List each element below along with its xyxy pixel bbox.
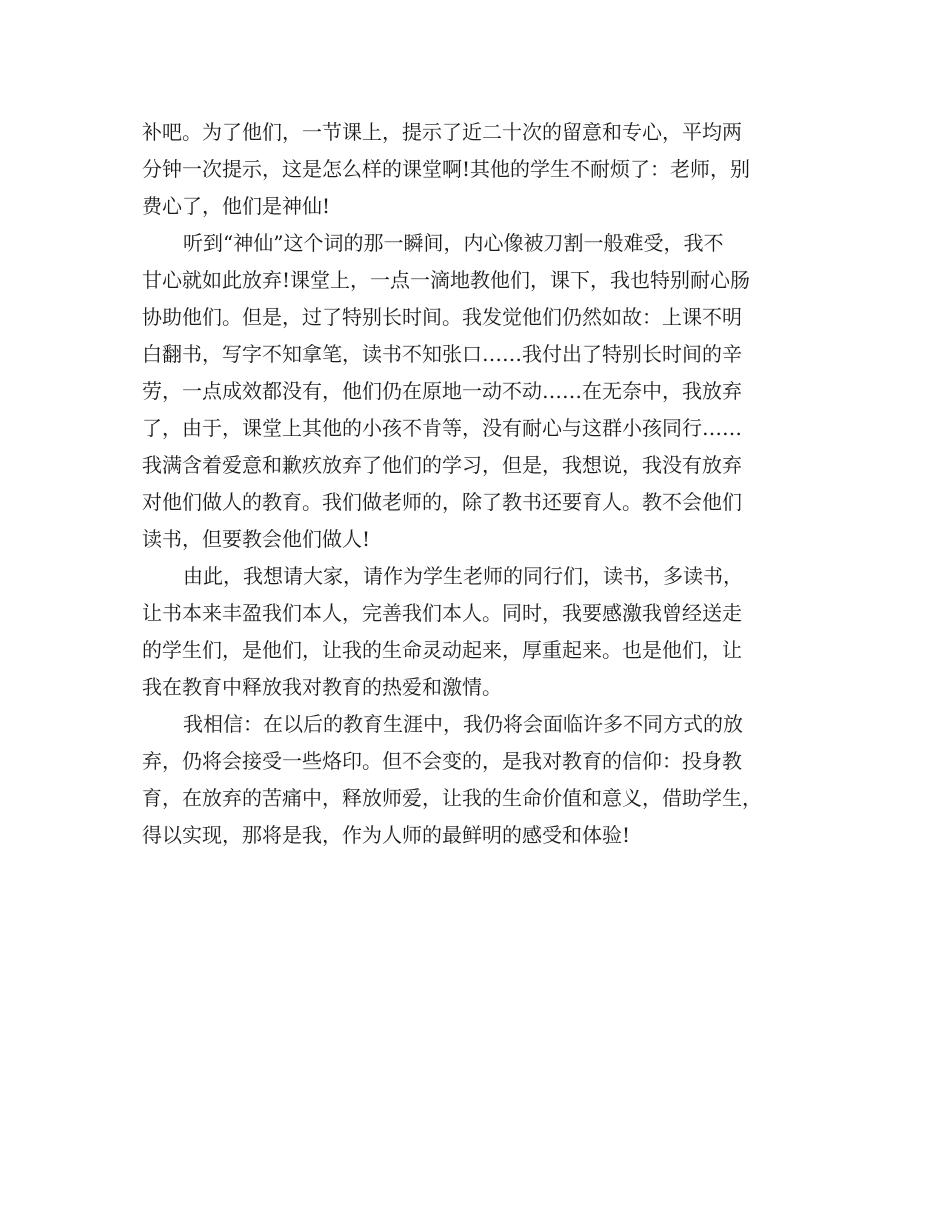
- paragraph-2-line-3: 协助他们。但是，过了特别长时间。我发觉他们仍然如故：上课不明: [142, 305, 742, 329]
- paragraph-2-line-1: 听到“神仙”这个词的那一瞬间，内心像被刀割一般难受，我不: [183, 231, 724, 255]
- paragraph-4-line-4: 得以实现，那将是我，作为人师的最鲜明的感受和体验!: [142, 823, 631, 847]
- paragraph-1-line-3: 费心了，他们是神仙!: [142, 194, 331, 218]
- paragraph-3-line-2: 让书本来丰盈我们本人，完善我们本人。同时，我要感激我曾经送走: [142, 601, 742, 625]
- paragraph-3-line-3: 的学生们，是他们，让我的生命灵动起来，厚重起来。也是他们，让: [142, 638, 742, 662]
- document-body: [142, 114, 842, 854]
- paragraph-2-line-5: 劳，一点成效都没有，他们仍在原地一动不动……在无奈中，我放弃: [142, 379, 742, 403]
- paragraph-2-line-6: 了，由于，课堂上其他的小孩不肯等，没有耐心与这群小孩同行……: [142, 416, 742, 440]
- paragraph-2-line-8: 对他们做人的教育。我们做老师的，除了教书还要育人。教不会他们: [142, 490, 742, 514]
- paragraph-2-line-2: 甘心就如此放弃!课堂上，一点一滴地教他们，课下，我也特别耐心肠: [142, 268, 751, 292]
- paragraph-2-line-9: 读书，但要教会他们做人!: [142, 527, 371, 551]
- paragraph-4-line-3: 育，在放弃的苦痛中，释放师爱，让我的生命价值和意义，借助学生，: [142, 786, 762, 810]
- paragraph-3-line-1: 由此，我想请大家，请作为学生老师的同行们，读书，多读书，: [183, 564, 743, 588]
- paragraph-3-line-4: 我在教育中释放我对教育的热爱和激情。: [142, 675, 502, 699]
- paragraph-1-line-2: 分钟一次提示，这是怎么样的课堂啊!其他的学生不耐烦了：老师，别: [142, 157, 751, 181]
- paragraph-4-line-2: 弃，仍将会接受一些烙印。但不会变的，是我对教育的信仰：投身教: [142, 749, 742, 773]
- paragraph-4-line-1: 我相信：在以后的教育生涯中，我仍将会面临许多不同方式的放: [183, 712, 743, 736]
- paragraph-2-line-7: 我满含着爱意和歉疚放弃了他们的学习，但是，我想说，我没有放弃: [142, 453, 742, 477]
- paragraph-2-line-4: 白翻书，写字不知拿笔，读书不知张口……我付出了特别长时间的辛: [142, 342, 742, 366]
- paragraph-1-line-1: 补吧。为了他们，一节课上，提示了近二十次的留意和专心，平均两: [142, 120, 742, 144]
